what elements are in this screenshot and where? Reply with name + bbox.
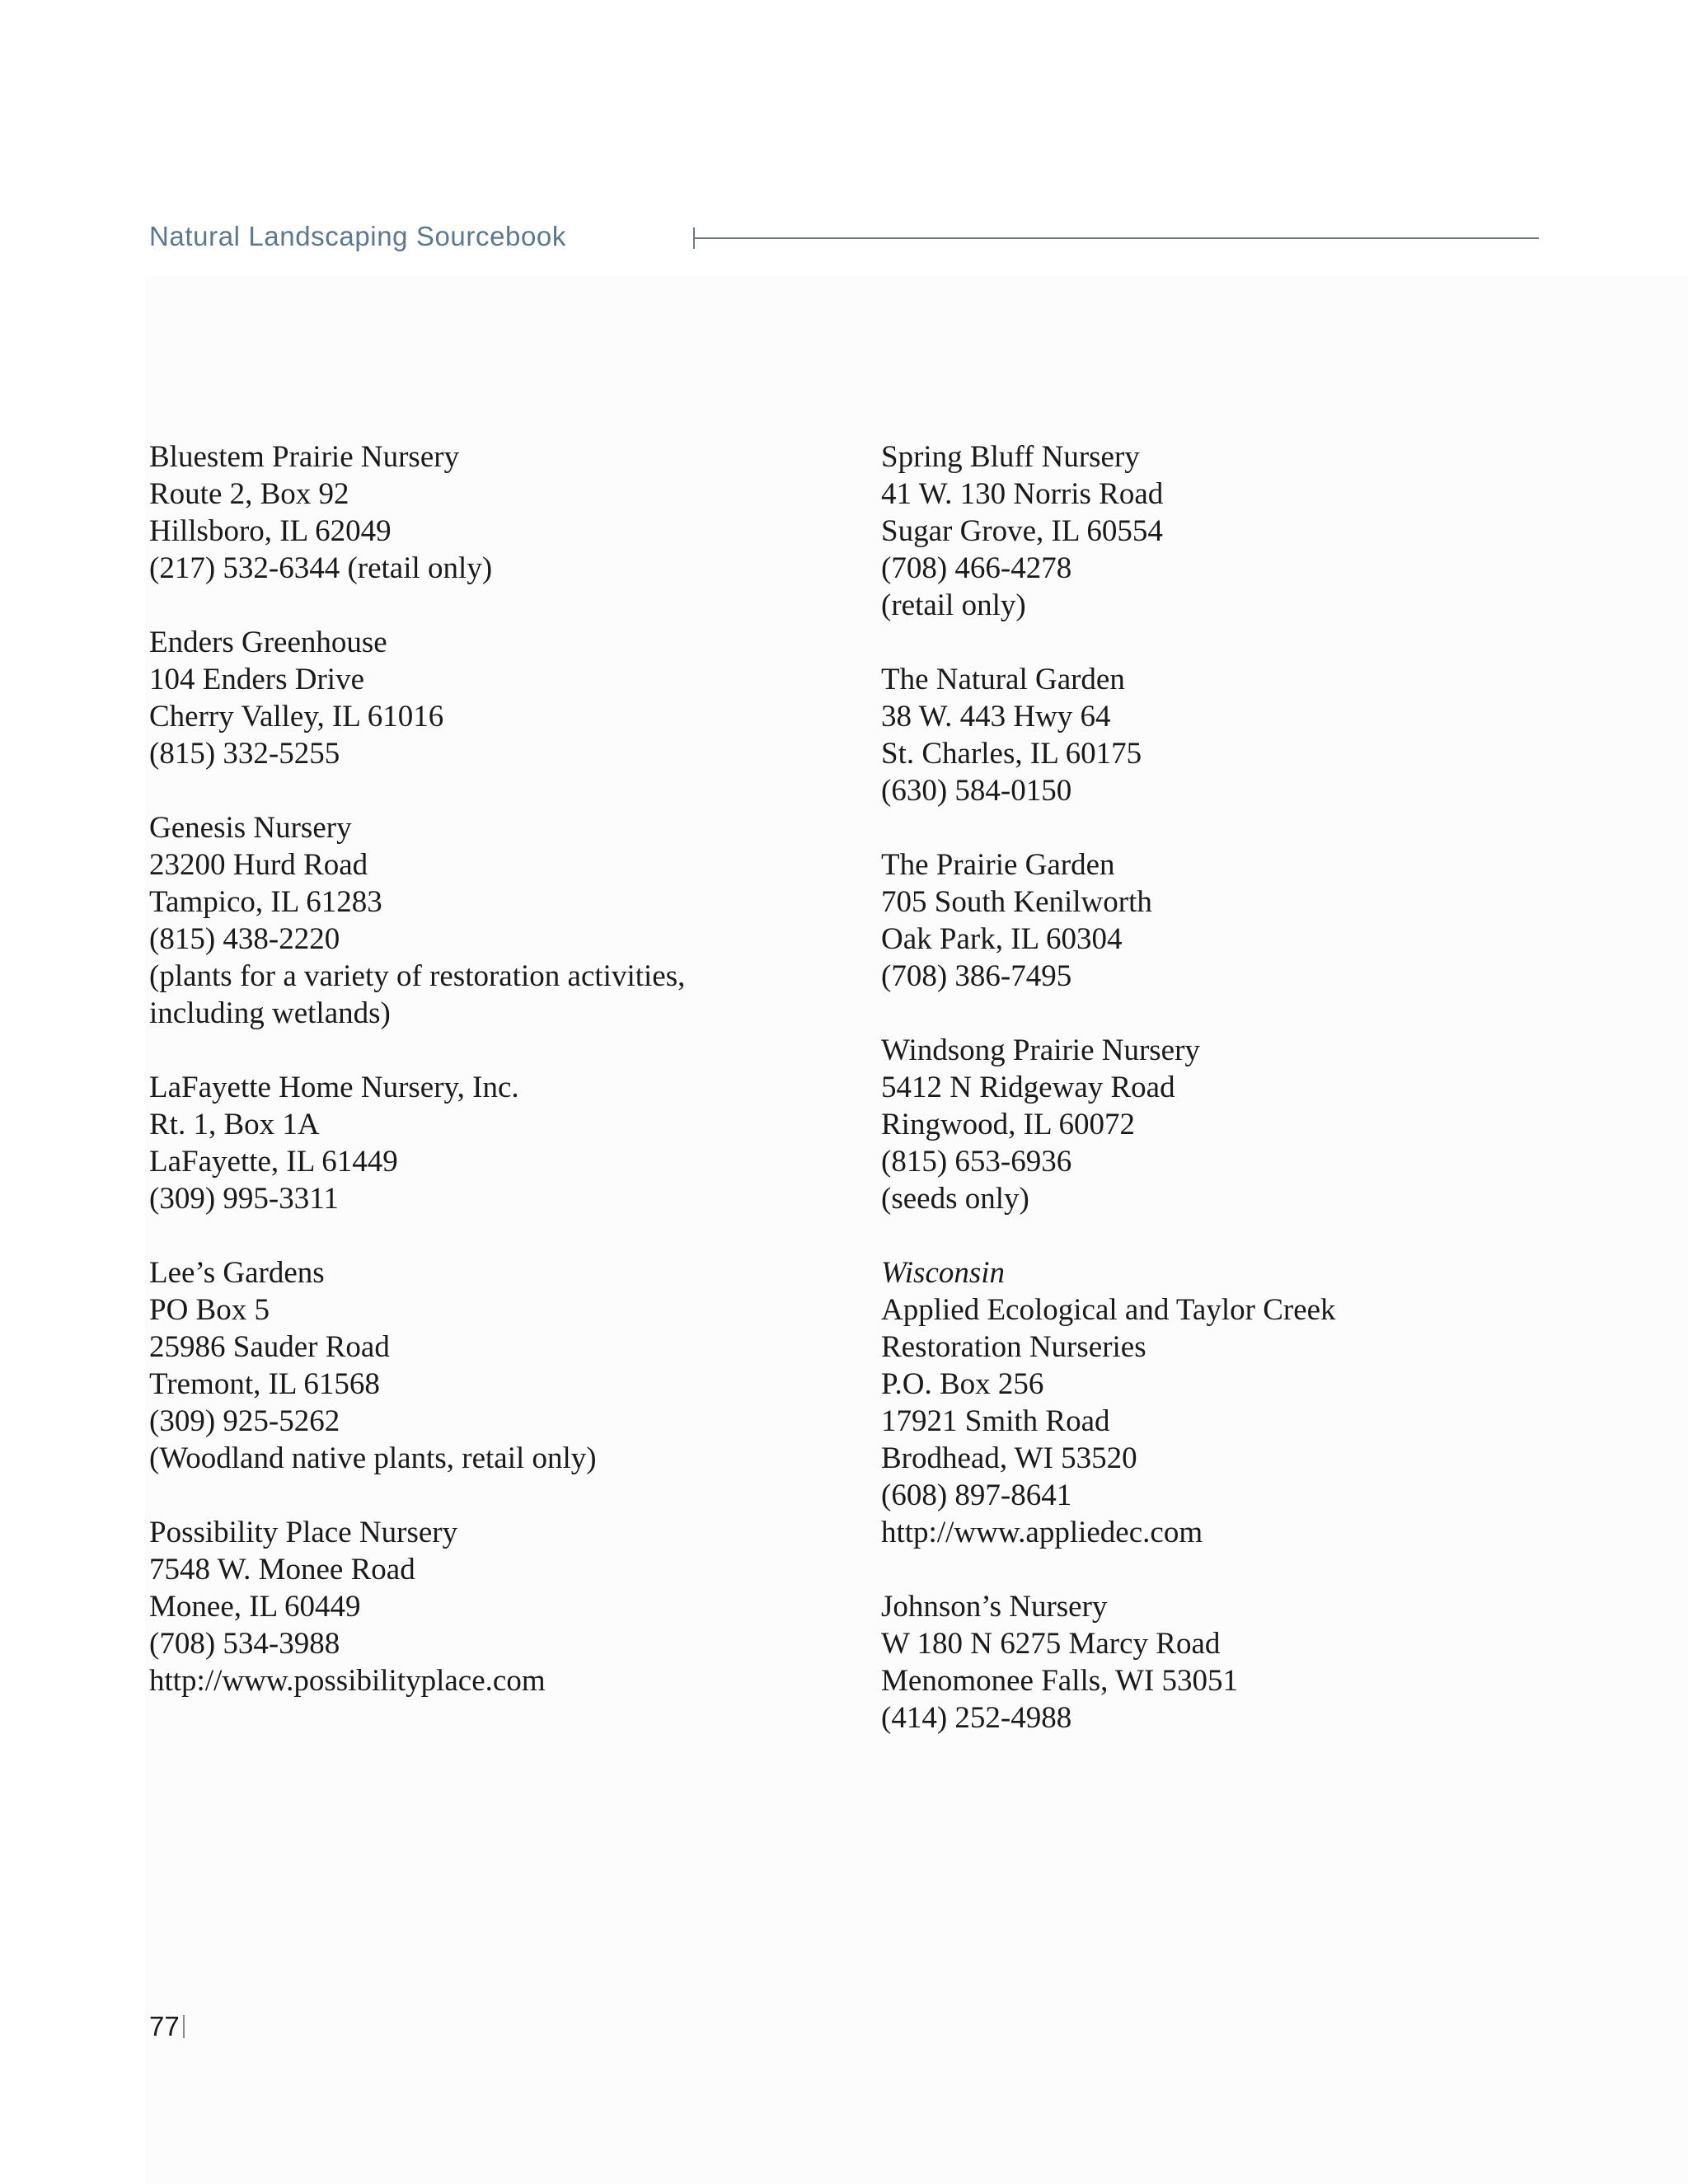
nursery-name: Enders Greenhouse (149, 626, 387, 659)
phone-line: (309) 925-5262 (149, 1404, 340, 1438)
nursery-entry (881, 661, 1582, 809)
nursery-name: Spring Bluff Nursery (881, 440, 1140, 474)
city-line: LaFayette, IL 61449 (149, 1145, 398, 1179)
address-line: 41 W. 130 Norris Road (881, 477, 1164, 511)
city-line: Ringwood, IL 60072 (881, 1108, 1135, 1141)
city-line: Sugar Grove, IL 60554 (881, 514, 1163, 548)
address-line: 25986 Sauder Road (149, 1330, 390, 1364)
left-column (149, 438, 850, 1736)
address-line: PO Box 5 (149, 1293, 270, 1327)
page-number-bar (183, 2015, 185, 2038)
nursery-name: Applied Ecological and Taylor Creek (881, 1293, 1336, 1327)
phone-line: (414) 252-4988 (881, 1701, 1072, 1735)
website-line: http://www.possibilityplace.com (149, 1664, 546, 1698)
right-column (881, 438, 1582, 1774)
running-header-title: Natural Landscaping Sourcebook (149, 221, 566, 251)
phone-line: (708) 534-3988 (149, 1627, 340, 1661)
nursery-entry (149, 624, 850, 772)
nursery-entry (149, 1254, 850, 1477)
address-line: Route 2, Box 92 (149, 477, 349, 511)
address-line: 7548 W. Monee Road (149, 1553, 415, 1586)
address-line: 23200 Hurd Road (149, 848, 368, 882)
nursery-entry (881, 846, 1582, 995)
page-number: 77 (149, 2011, 180, 2041)
city-line: Hillsboro, IL 62049 (149, 514, 392, 548)
nursery-entry (881, 1032, 1582, 1217)
nursery-entry (881, 438, 1582, 624)
address-line: 17921 Smith Road (881, 1404, 1110, 1438)
nursery-name: Bluestem Prairie Nursery (149, 440, 460, 474)
website-line: http://www.appliedec.com (881, 1516, 1203, 1549)
note-line: (seeds only) (881, 1182, 1029, 1216)
phone-line: (608) 897-8641 (881, 1479, 1072, 1512)
address-line: Rt. 1, Box 1A (149, 1108, 320, 1141)
city-line: Cherry Valley, IL 61016 (149, 700, 444, 733)
nursery-name: Restoration Nurseries (881, 1330, 1146, 1364)
phone-line: (630) 584-0150 (881, 774, 1072, 808)
phone-line: (815) 438-2220 (149, 922, 340, 956)
phone-line: (708) 386-7495 (881, 959, 1072, 993)
phone-line: (217) 532-6344 (retail only) (149, 551, 493, 585)
nursery-name: Genesis Nursery (149, 811, 352, 845)
address-line: W 180 N 6275 Marcy Road (881, 1627, 1221, 1661)
nursery-entry (881, 1588, 1582, 1736)
address-line: P.O. Box 256 (881, 1367, 1044, 1401)
nursery-name: The Natural Garden (881, 663, 1125, 696)
note-line: (retail only) (881, 588, 1026, 622)
city-line: St. Charles, IL 60175 (881, 737, 1142, 771)
city-line: Oak Park, IL 60304 (881, 922, 1123, 956)
nursery-entry (149, 1514, 850, 1699)
section-heading-wisconsin: Wisconsin (881, 1256, 1006, 1290)
nursery-name: LaFayette Home Nursery, Inc. (149, 1071, 519, 1104)
phone-line: (708) 466-4278 (881, 551, 1072, 585)
nursery-entry (149, 438, 850, 587)
nursery-name: Possibility Place Nursery (149, 1516, 458, 1549)
city-line: Monee, IL 60449 (149, 1590, 361, 1624)
city-line: Brodhead, WI 53520 (881, 1441, 1137, 1475)
phone-line: (309) 995-3311 (149, 1182, 339, 1216)
address-line: 38 W. 443 Hwy 64 (881, 700, 1111, 733)
city-line: Tremont, IL 61568 (149, 1367, 380, 1401)
nursery-name: Johnson’s Nursery (881, 1590, 1108, 1624)
address-line: 705 South Kenilworth (881, 885, 1152, 919)
nursery-name: The Prairie Garden (881, 848, 1115, 882)
city-line: Menomonee Falls, WI 53051 (881, 1664, 1238, 1698)
note-line: (plants for a variety of restoration activities, (149, 959, 686, 993)
address-line: 104 Enders Drive (149, 663, 364, 696)
phone-line: (815) 653-6936 (881, 1145, 1072, 1179)
address-line: 5412 N Ridgeway Road (881, 1071, 1175, 1104)
nursery-entry (149, 1069, 850, 1217)
header-rule (694, 237, 1539, 239)
nursery-entry (881, 1254, 1582, 1551)
nursery-name: Lee’s Gardens (149, 1256, 325, 1290)
nursery-name: Windsong Prairie Nursery (881, 1033, 1200, 1067)
note-line: including wetlands) (149, 996, 391, 1030)
note-line: (Woodland native plants, retail only) (149, 1441, 597, 1475)
nursery-entry (149, 809, 850, 1032)
city-line: Tampico, IL 61283 (149, 885, 382, 919)
phone-line: (815) 332-5255 (149, 737, 340, 771)
